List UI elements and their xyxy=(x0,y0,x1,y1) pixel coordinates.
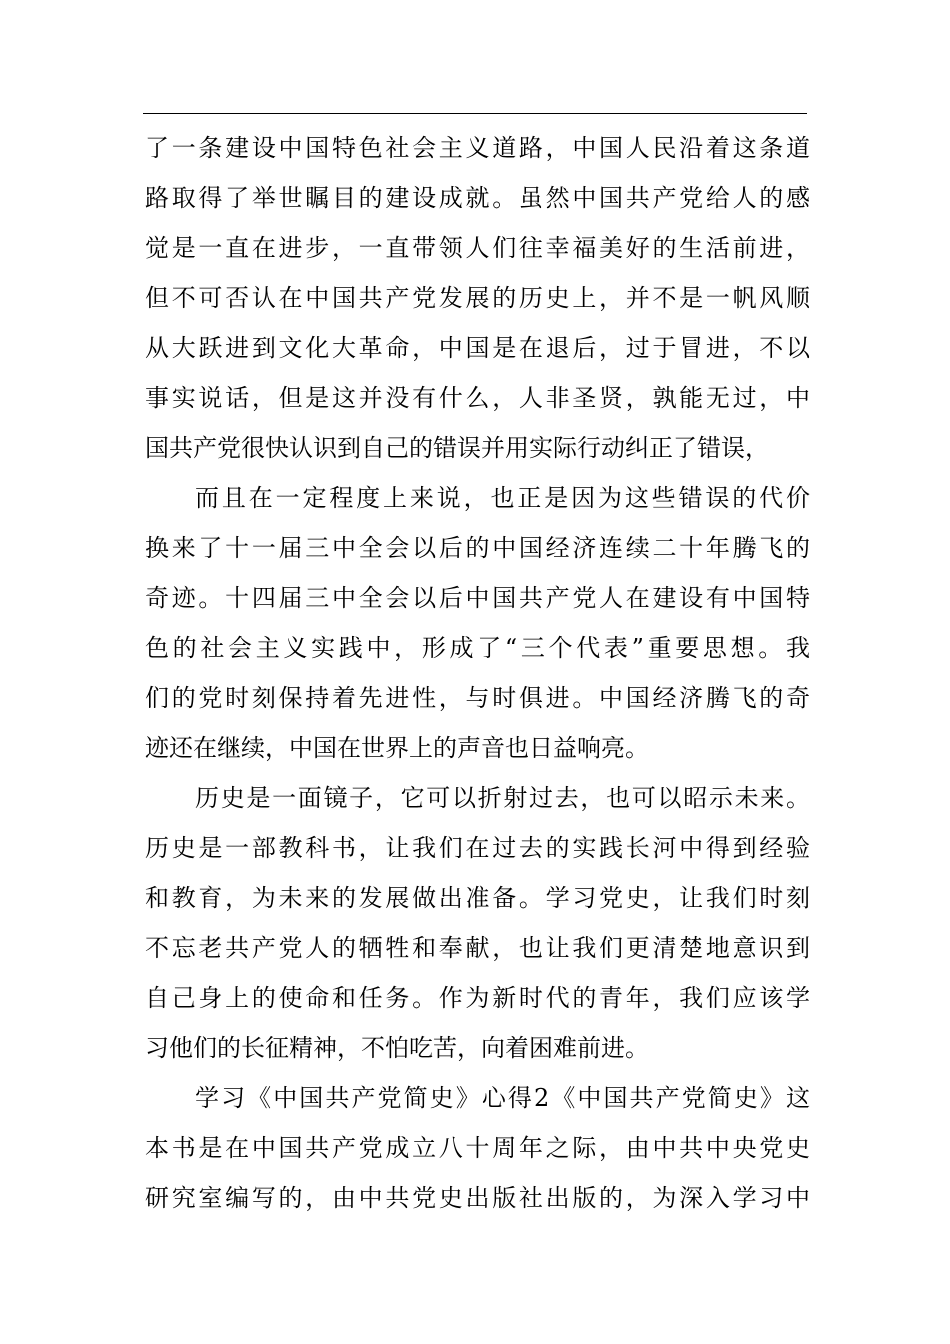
text-line: 事实说话，但是这并没有什么，人非圣贤，孰能无过，中 xyxy=(145,384,810,412)
text-line: 们的党时刻保持着先进性，与时俱进。中国经济腾飞的奇 xyxy=(145,684,810,712)
text-line: 换来了十一届三中全会以后的中国经济连续二十年腾飞的 xyxy=(145,534,810,562)
body-text xyxy=(145,123,810,1223)
text-line: 国共产党很快认识到自己的错误并用实际行动纠正了错误， xyxy=(145,434,769,462)
text-line: 历史是一部教科书，让我们在过去的实践长河中得到经验 xyxy=(145,834,810,862)
text-line: 学习《中国共产党简史》心得2《中国共产党简史》这 xyxy=(195,1084,810,1112)
text-line: 习他们的长征精神，不怕吃苦，向着困难前进。 xyxy=(145,1034,649,1062)
text-line: 色的社会主义实践中，形成了“三个代表”重要思想。我 xyxy=(145,634,810,662)
text-line: 了一条建设中国特色社会主义道路，中国人民沿着这条道 xyxy=(145,134,810,162)
text-line: 但不可否认在中国共产党发展的历史上，并不是一帆风顺 xyxy=(145,284,810,312)
text-line: 自己身上的使命和任务。作为新时代的青年，我们应该学 xyxy=(145,984,810,1012)
text-line: 和教育，为未来的发展做出准备。学习党史，让我们时刻 xyxy=(145,884,810,912)
text-line: 奇迹。十四届三中全会以后中国共产党人在建设有中国特 xyxy=(145,584,810,612)
text-line: 而且在一定程度上来说，也正是因为这些错误的代价 xyxy=(195,484,810,512)
text-line: 从大跃进到文化大革命，中国是在退后，过于冒进，不以 xyxy=(145,334,810,362)
text-line: 迹还在继续，中国在世界上的声音也日益响亮。 xyxy=(145,734,649,762)
header-rule xyxy=(143,113,807,114)
text-line: 本书是在中国共产党成立八十周年之际，由中共中央党史 xyxy=(145,1134,810,1162)
text-line: 历史是一面镜子，它可以折射过去，也可以昭示未来。 xyxy=(195,784,810,812)
text-line: 觉是一直在进步，一直带领人们往幸福美好的生活前进， xyxy=(145,234,810,262)
text-line: 路取得了举世瞩目的建设成就。虽然中国共产党给人的感 xyxy=(145,184,810,212)
text-line: 研究室编写的，由中共党史出版社出版的，为深入学习中 xyxy=(145,1184,810,1212)
text-line: 不忘老共产党人的牺牲和奉献，也让我们更清楚地意识到 xyxy=(145,934,810,962)
